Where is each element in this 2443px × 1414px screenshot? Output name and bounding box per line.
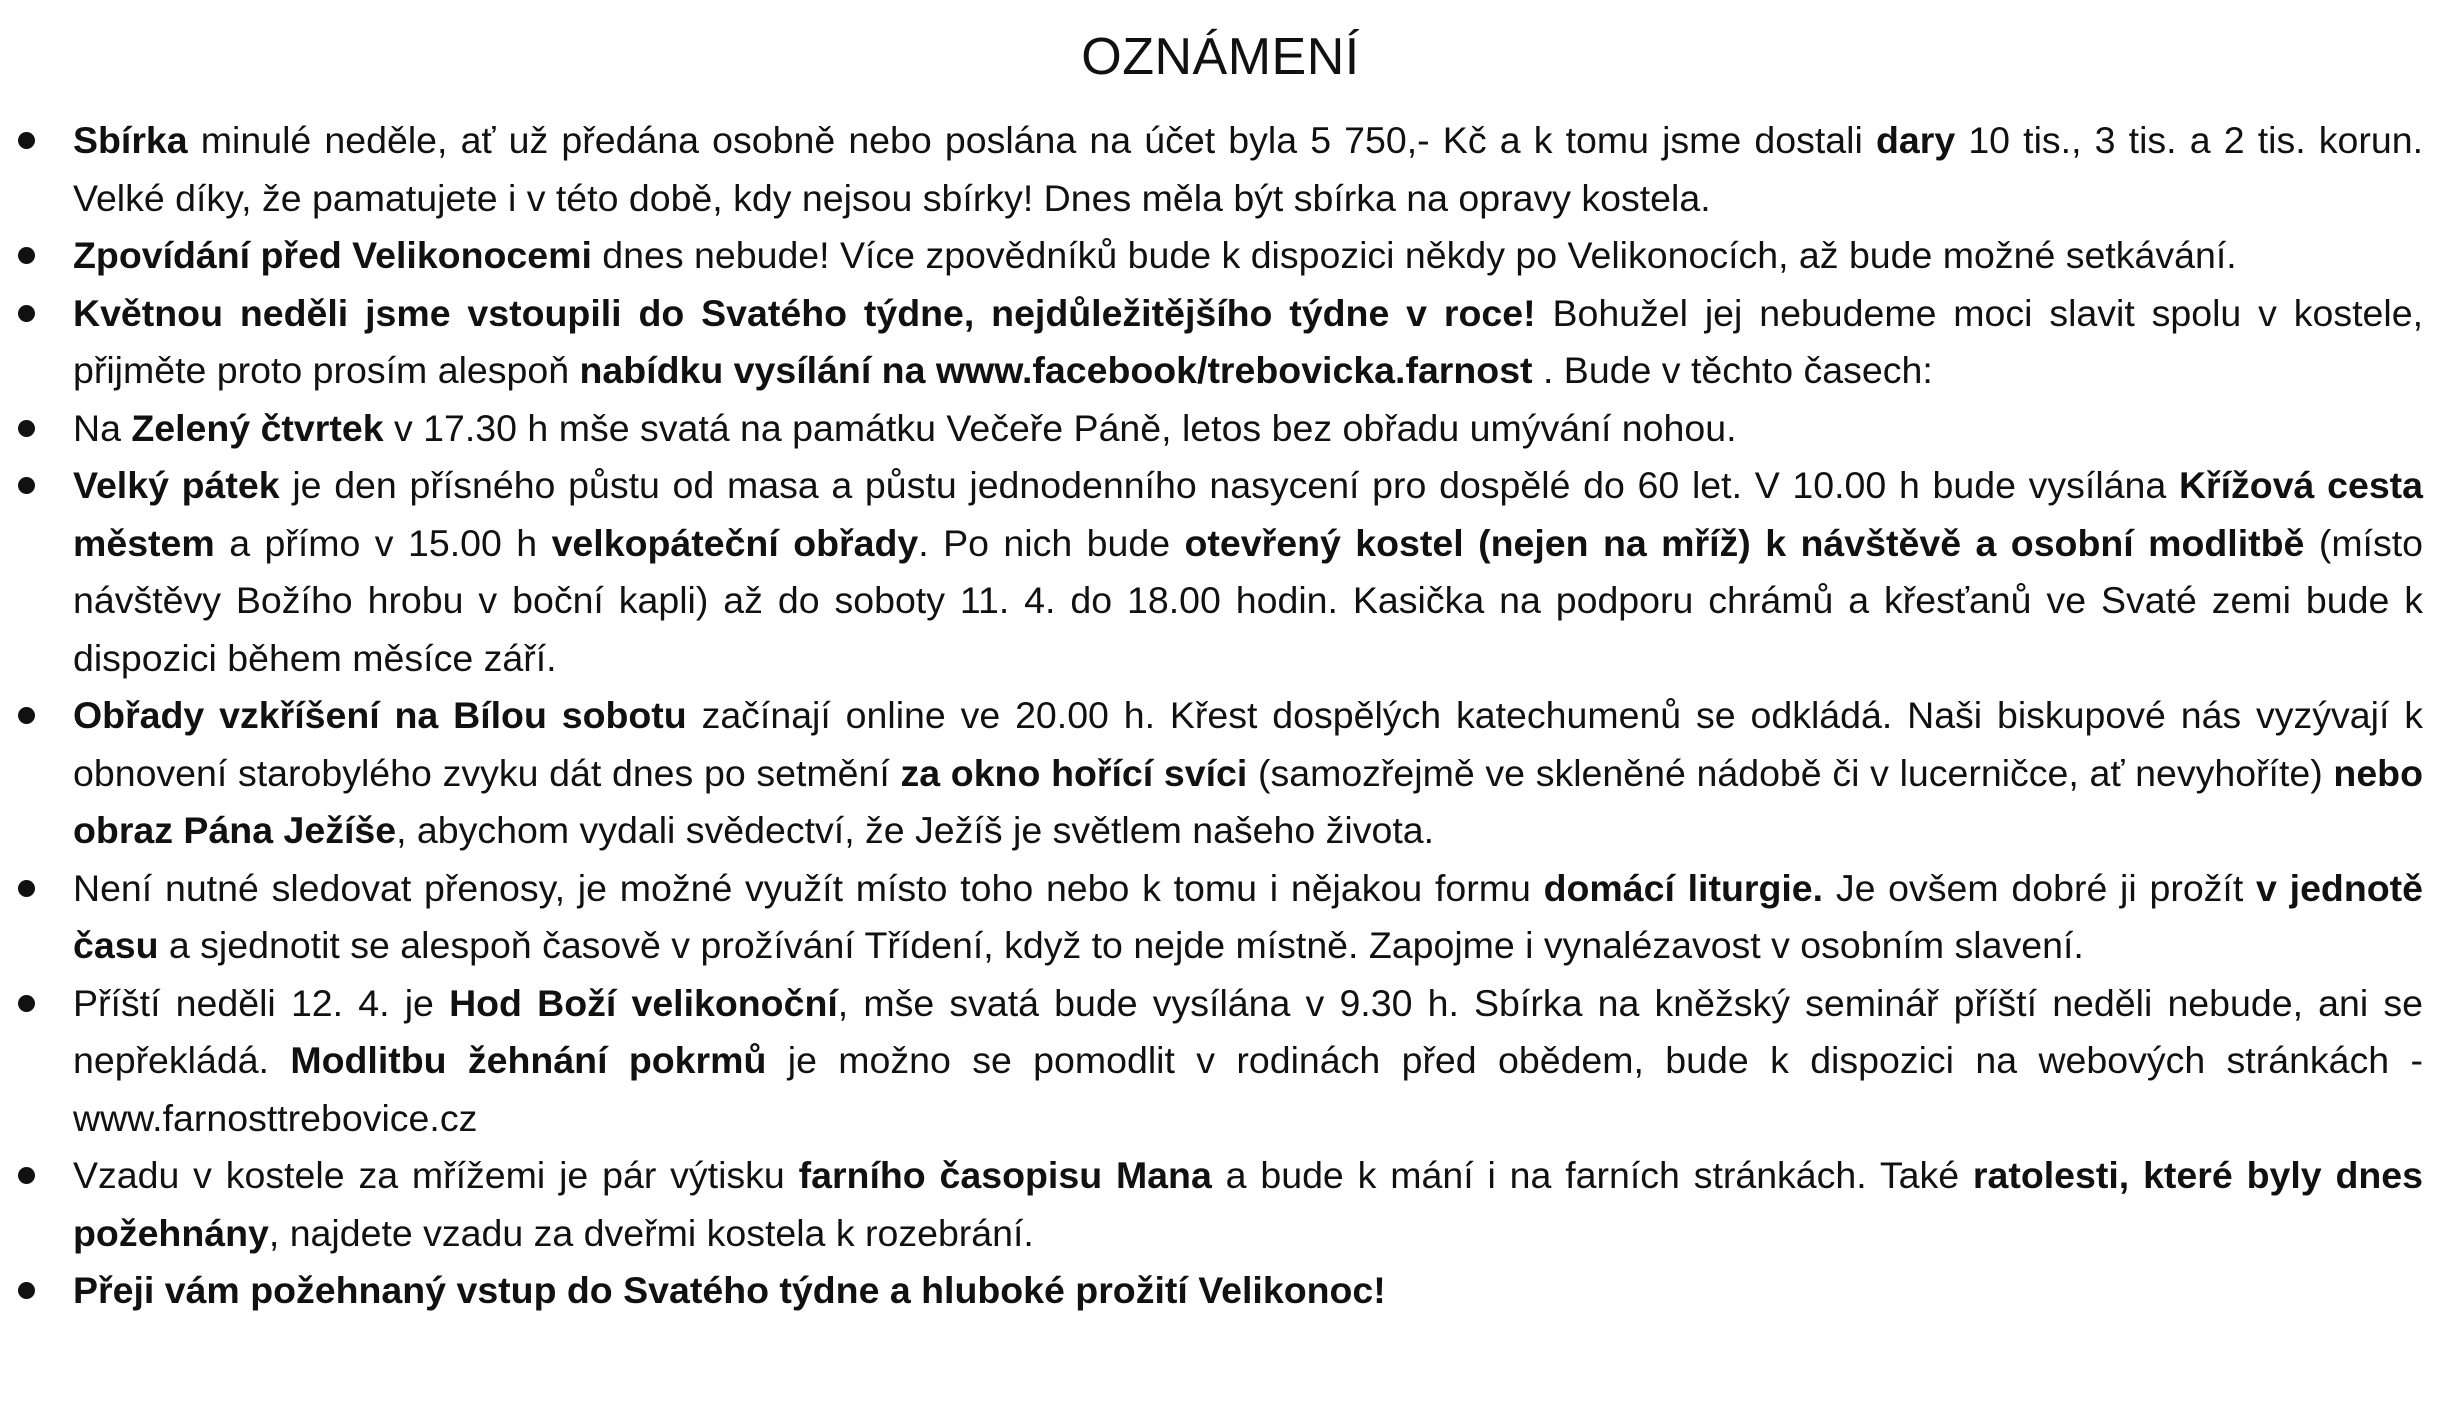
bold-text: Křížová cesta městem (73, 464, 2424, 564)
bold-text: Obřady vzkříšení na Bílou sobotu (73, 694, 687, 736)
bullet-icon (18, 420, 35, 437)
text: , abychom vydali svědectví, že Ježíš je světlem našeho života. (396, 809, 1435, 851)
bold-text: dary (1875, 119, 1956, 161)
bullet-icon (18, 880, 35, 897)
list-item (18, 860, 2423, 975)
list-item (18, 112, 2423, 227)
bold-text: farního časopisu Mana (798, 1154, 1212, 1196)
bold-text: Hod Boží velikonoční (449, 981, 838, 1024)
text: v 17.30 h mše svatá na památku Večeře Páně, letos bez obřadu umývání nohou. (383, 406, 1737, 449)
text: (samozřejmě ve skleněné nádobě či v lucerničce, ať nevyhoříte) (1247, 751, 2334, 794)
bullet-icon (18, 707, 35, 724)
text: 10 tis., 3 tis. a 2 tis. korun. Velké díky, že pamatujete i v této době, kdy nejsou sbírky! Dnes měla být sbírka na opravy kostela. (73, 119, 2423, 219)
announcement-list (18, 112, 2423, 1320)
text: , najdete vzadu za dveřmi kostela k rozebrání. (268, 1211, 1034, 1254)
bold-text: Zpovídání před Velikonocemi (73, 234, 592, 276)
text: Vzadu v kostele za mřížemi je pár výtisku (73, 1154, 799, 1196)
text: , mše svatá bude vysílána v 9.30 h. Sbírka na kněžský seminář příští neděli nebude, ani se nepřekládá. (73, 981, 2423, 1081)
bold-text: Velký pátek (73, 464, 280, 506)
text: je den přísného půstu od masa a půstu jednodenního nasycení pro dospělé do 60 let. V 10.00 h bude vysílána (279, 464, 2179, 506)
bullet-icon (18, 305, 35, 322)
text: a sjednotit se alespoň časově v prožívání Třídení, když to nejde místně. Zapojme i vynalézavost v osobním slavení. (158, 924, 2084, 966)
bullet-icon (18, 247, 35, 264)
bullet-icon (18, 1167, 35, 1184)
list-item (18, 227, 2423, 285)
list-item (18, 975, 2423, 1148)
bold-text: Přeji vám požehnaný vstup do Svatého týdne a hluboké prožití Velikonoc! (73, 1269, 1386, 1311)
list-item (18, 1147, 2423, 1262)
list-item (18, 457, 2423, 687)
text: začínají online ve 20.00 h. Křest dospělých katechumenů se odkládá. Naši biskupové nás vyzývají k obnovení starobylého zvyku dát dnes po setmění (73, 694, 2423, 794)
bold-text: ratolesti, které byly dnes požehnány (73, 1154, 2423, 1254)
text: Bohužel jej nebudeme moci slavit spolu v kostele, přijměte proto prosím alespoň (73, 291, 2423, 391)
bold-text: domácí liturgie. (1543, 866, 1824, 909)
bullet-icon (18, 477, 35, 494)
bold-text: Modlitbu žehnání pokrmů (290, 1039, 767, 1081)
text: minulé neděle, ať už předána osobně nebo poslána na účet byla 5 750,- Kč a k tomu jsme dostali (187, 119, 1876, 161)
bold-text: nebo obraz Pána Ježíše (73, 751, 2423, 851)
text: . Po nich bude (918, 521, 1185, 564)
list-item (18, 687, 2423, 860)
text: (místo návštěvy Božího hrobu v boční kapli) až do soboty 11. 4. do 18.00 hodin. Kasička na podporu chrámů a křesťanů ve Svaté zemi bude k dispozici během měsíce září. (73, 521, 2424, 679)
text: a bude k mání i na farních stránkách. Také (1211, 1154, 1973, 1196)
text: . Bude v těchto časech: (1532, 349, 1933, 391)
list-item (18, 1262, 2423, 1320)
bold-text: Květnou neděli jsme vstoupili do Svatého týdne, nejdůležitějšího týdne v roce! (73, 291, 1536, 334)
text: dnes nebude! Více zpovědníků bude k dispozici někdy po Velikonocích, až bude možné setkávání. (591, 234, 2237, 276)
bullet-icon (18, 995, 35, 1012)
list-item (18, 400, 2423, 458)
text: Není nutné sledovat přenosy, je možné využít místo toho nebo k tomu i nějakou formu (73, 866, 1544, 909)
list-item (18, 285, 2423, 400)
page-title: OZNÁMENÍ (1081, 28, 1360, 86)
text: je možno se pomodlit v rodinách před obědem, bude k dispozici na webových stránkách - www.farnosttrebovice.cz (73, 1039, 2423, 1139)
text: Příští neděli 12. 4. je (73, 981, 450, 1024)
bold-text: v jednotě času (73, 866, 2423, 966)
bullet-icon (18, 1282, 35, 1299)
text: Je ovšem dobré ji prožít (1823, 866, 2257, 909)
bullet-icon (18, 132, 35, 149)
text: Na (73, 406, 132, 449)
bold-text: velkopáteční obřady (551, 521, 919, 564)
bold-text: otevřený kostel (nejen na mříž) k návštěvě a osobní modlitbě (1184, 521, 2305, 564)
bold-text: nabídku vysílání na www.facebook/trebovicka.farnost (579, 349, 1533, 391)
text: a přímo v 15.00 h (214, 521, 552, 564)
bold-text: za okno hořící svíci (900, 751, 1248, 794)
bold-text: Zelený čtvrtek (131, 406, 384, 449)
bold-text: Sbírka (73, 119, 188, 161)
